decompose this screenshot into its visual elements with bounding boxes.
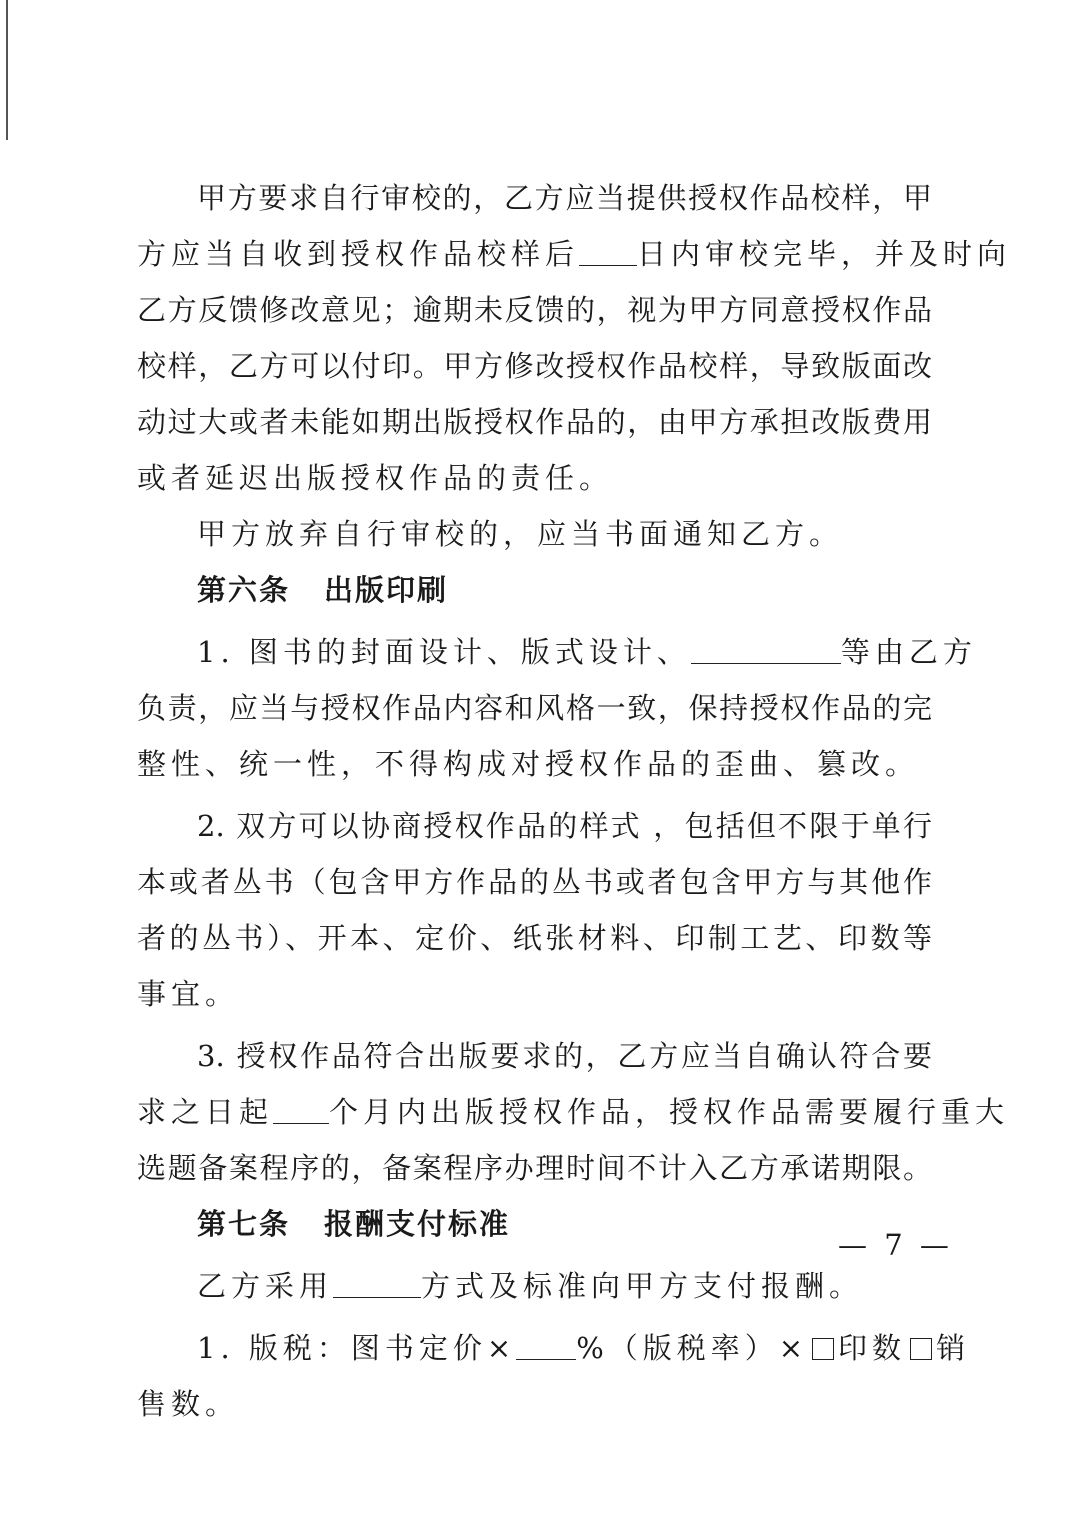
article6-title: 出版印刷 <box>324 573 449 607</box>
paragraph-self-review-line2 <box>137 226 1012 282</box>
blank-design-items-field[interactable] <box>691 633 841 664</box>
clause-7-1-line2: 售数。 <box>137 1387 240 1421</box>
clause-6-2-line4: 事宜。 <box>137 977 240 1011</box>
blank-payment-method-field[interactable] <box>333 1267 421 1298</box>
text: 等由乙方 <box>840 635 977 669</box>
paragraph-self-review-line4: 校样，乙方可以付印。甲方修改授权作品校样，导致版面改 <box>137 349 932 383</box>
paragraph-self-review-line3: 乙方反馈修改意见；逾期未反馈的，视为甲方同意授权作品 <box>137 293 932 327</box>
article6-number: 第六条 <box>197 573 291 607</box>
clause-6-2-line1: 2. 双方可以协商授权作品的样式 ，包括但不限于单行 <box>197 809 932 843</box>
clause-7-1-line1 <box>137 1320 971 1376</box>
clause-6-1-line2: 负责，应当与授权作品内容和风格一致，保持授权作品的完 <box>137 691 932 725</box>
clause-6-3-line2 <box>137 1084 1010 1140</box>
clause-6-1-line1 <box>137 624 977 680</box>
paragraph-waive-review: 甲方放弃自行审校的，应当书面通知乙方。 <box>197 517 844 551</box>
print-count-checkbox[interactable] <box>812 1338 834 1360</box>
article7-number: 第七条 <box>197 1207 291 1241</box>
text: 1. 版税：图书定价× <box>197 1331 517 1365</box>
clause-6-3-line1: 3. 授权作品符合出版要求的，乙方应当自确认符合要 <box>197 1039 932 1073</box>
text: 印数 <box>838 1331 907 1365</box>
clause-6-2-line3: 者的丛书）、开本、定价、纸张材料、印制工艺、印数等 <box>137 921 932 955</box>
text: 方应当自收到授权作品校样后 <box>137 237 580 271</box>
page-number: — 7 — <box>838 1228 953 1262</box>
text: 1. 图书的封面设计、版式设计、 <box>197 635 691 669</box>
clause-6-2-line2: 本或者丛书（包含甲方作品的丛书或者包含甲方与其他作 <box>137 865 932 899</box>
paragraph-self-review-line6: 或者延迟出版授权作品的责任。 <box>137 461 614 495</box>
text: 乙方采用 <box>197 1269 334 1303</box>
text: 销 <box>936 1331 971 1365</box>
clause-7-method <box>137 1258 932 1314</box>
document-page <box>137 170 1012 1432</box>
clause-6-3-line3: 选题备案程序的，备案程序办理时间不计入乙方承诺期限。 <box>137 1151 932 1185</box>
text: 个月内出版授权作品，授权作品需要履行重大 <box>329 1095 1010 1129</box>
sales-count-checkbox[interactable] <box>910 1338 932 1360</box>
text: 日内审校完毕，并及时向 <box>637 237 1012 271</box>
paragraph-self-review-line5: 动过大或者未能如期出版授权作品的，由甲方承担改版费用 <box>137 405 932 439</box>
blank-months-field[interactable] <box>273 1093 329 1124</box>
scan-edge-line <box>6 0 8 140</box>
paragraph-self-review-line1: 甲方要求自行审校的，乙方应当提供授权作品校样，甲 <box>197 181 932 215</box>
article7-heading <box>137 1196 932 1252</box>
text: %（版税率）× <box>576 1331 809 1365</box>
blank-days-field[interactable] <box>579 235 637 266</box>
text: 求之日起 <box>137 1095 274 1129</box>
article7-title: 报酬支付标准 <box>324 1207 511 1241</box>
article6-heading <box>137 562 932 618</box>
clause-6-1-line3: 整性、统一性，不得构成对授权作品的歪曲、篡改。 <box>137 747 920 781</box>
blank-royalty-rate-field[interactable] <box>516 1329 576 1360</box>
text: 方式及标准向甲方支付报酬。 <box>421 1269 864 1303</box>
